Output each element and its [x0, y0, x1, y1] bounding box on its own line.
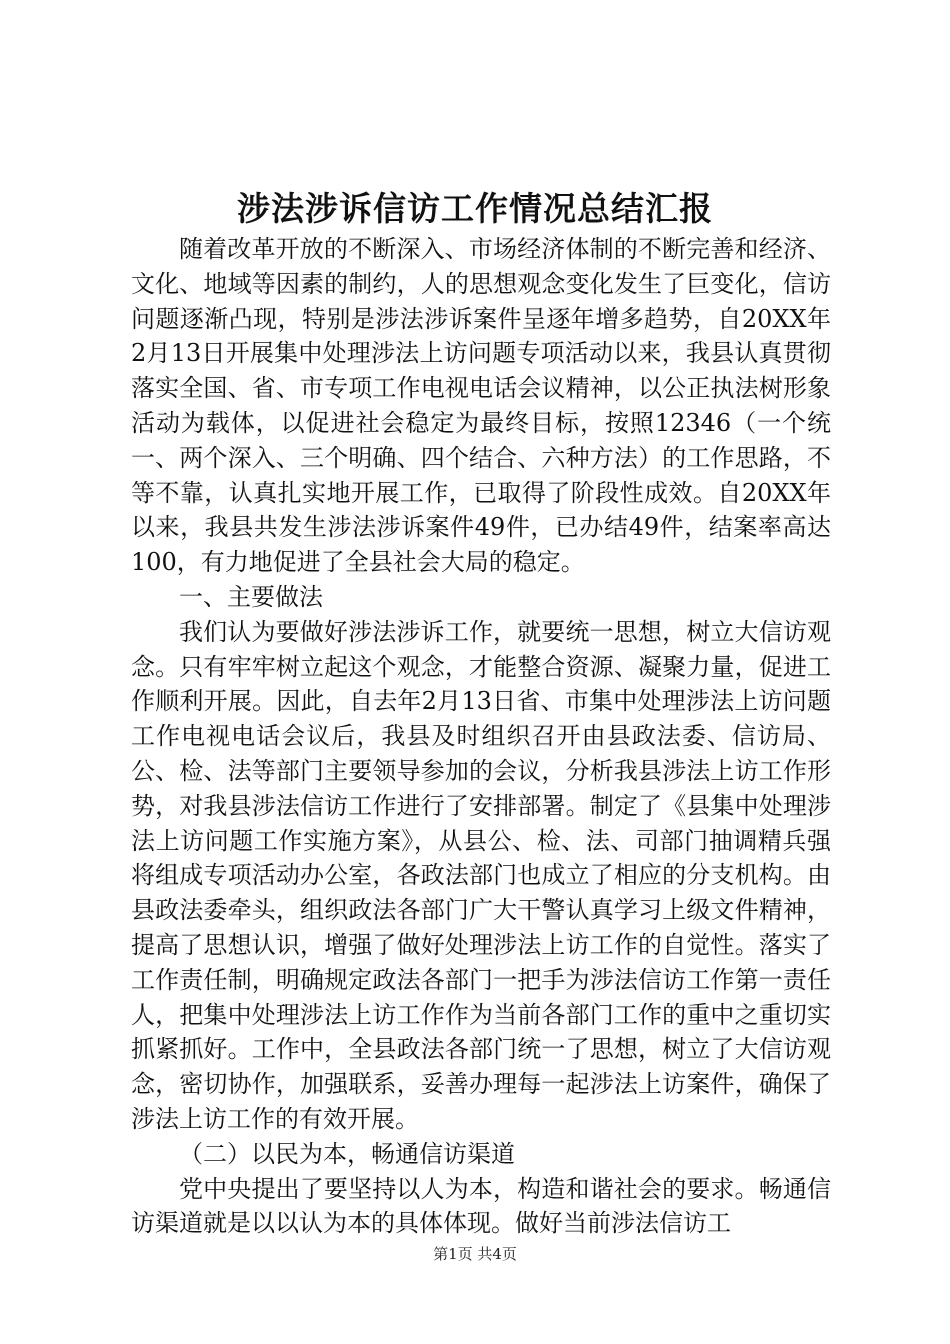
page-indicator: 第1页 共4页: [433, 1245, 517, 1263]
section-heading-main-practices: 一、主要做法: [179, 582, 323, 611]
people-first-paragraph: 党中央提出了要坚持以人为本，构造和谐社会的要求。畅通信访渠道就是以以认为本的具体体现。做好当前涉法信访工: [131, 1174, 831, 1238]
document-body: [131, 232, 831, 1241]
document-title: 涉法涉诉信访工作情况总结汇报: [237, 189, 713, 228]
section-heading-people-first: （二）以民为本，畅通信访渠道: [179, 1139, 515, 1168]
intro-paragraph: 随着改革开放的不断深入、市场经济体制的不断完善和经济、文化、地域等因素的制约，人的思想观念变化发生了巨变化，信访问题逐渐凸现，特别是涉法涉诉案件呈逐年增多趋势，自20XX年2月13日开展集中处理涉法上访问题专项活动以来，我县认真贯彻落实全国、省、市专项工作电视电话会议精神，以公正执法树形象活动为载体，以促进社会稳定为最终目标，按照12346（一个统一、两个深入、三个明确、四个结合、六种方法）的工作思路，不等不靠，认真扎实地开展工作，已取得了阶段性成效。自20XX年以来，我县共发生涉法涉诉案件49件，已办结49件，结案率高达100，有力地促进了全县社会大局的稳定。: [131, 235, 831, 577]
main-practices-paragraph: 我们认为要做好涉法涉诉工作，就要统一思想，树立大信访观念。只有牢牢树立起这个观念，才能整合资源、凝聚力量，促进工作顺利开展。因此，自去年2月13日省、市集中处理涉法上访问题工作电视电话会议后，我县及时组织召开由县政法委、信访局、公、检、法等部门主要领导参加的会议，分析我县涉法上访工作形势，对我县涉法信访工作进行了安排部署。制定了《县集中处理涉法上访问题工作实施方案》，从县公、检、法、司部门抽调精兵强将组成专项活动办公室，各政法部门也成立了相应的分支机构。由县政法委牵头，组织政法各部门广大干警认真学习上级文件精神，提高了思想认识，增强了做好处理涉法上访工作的自觉性。落实了工作责任制，明确规定政法各部门一把手为涉法信访工作第一责任人，把集中处理涉法上访工作作为当前各部门工作的重中之重切实抓紧抓好。工作中，全县政法各部门统一了思想，树立了大信访观念，密切协作，加强联系，妥善办理每一起涉法上访案件，确保了涉法上访工作的有效开展。: [131, 617, 831, 1133]
page-footer: [0, 1243, 950, 1265]
